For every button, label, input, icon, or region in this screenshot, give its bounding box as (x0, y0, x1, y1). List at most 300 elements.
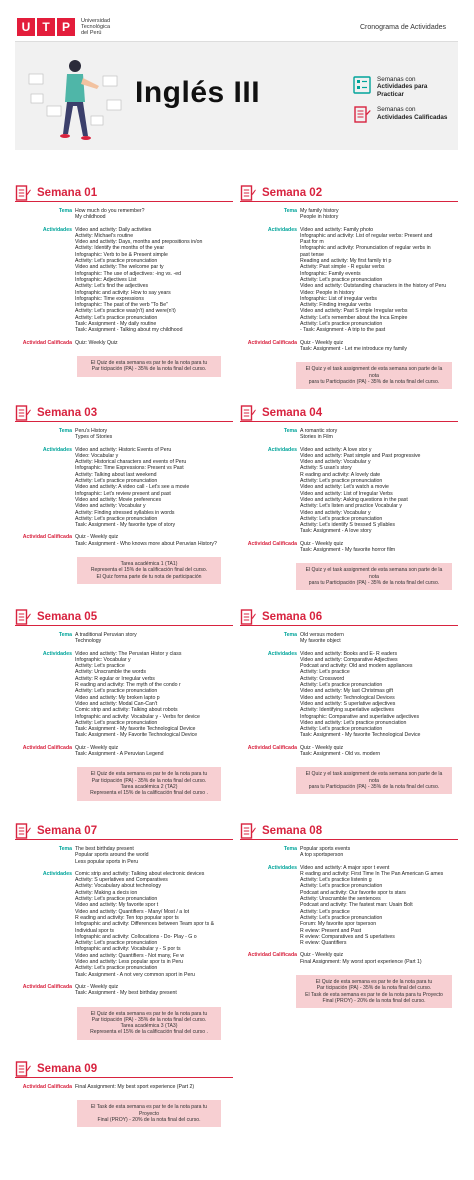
text-line: Final Assignment: My best sport experience (Part 2) (75, 1084, 195, 1090)
calificada-row-value (75, 984, 177, 997)
calificada-row-value (300, 541, 395, 554)
graded-doc-icon (15, 185, 31, 201)
graded-doc-icon (240, 405, 256, 421)
text-line: Task: Assignment - My favorite Technological Device (300, 732, 421, 739)
text-line: Infographic: Time expressions (75, 295, 144, 302)
text-line: People in history (300, 214, 339, 221)
text-line: Comic strip and activity: Talking about robots (75, 707, 178, 714)
week-header (240, 184, 458, 202)
graded-doc-icon (15, 1061, 31, 1077)
calificada-row (240, 340, 458, 353)
tema-row-label: Tema (58, 632, 72, 638)
logo-letter: U (17, 18, 35, 36)
calificada-row (15, 984, 233, 997)
text-line: Activity: Let's listen and practice Vocabular y (300, 503, 402, 510)
tema-row-value (300, 208, 339, 221)
note-line: para tu Participación (PA) - 35% de la nota final del curso. (308, 378, 440, 385)
document-title: Cronograma de Actividades (360, 24, 446, 31)
text-line: Podcast and activity: Our favorite spor ts stars (300, 889, 406, 896)
calificada-row (15, 745, 233, 758)
note-line: El Quiz forma parte de tu nota de participación (96, 573, 202, 580)
tema-row (240, 428, 458, 441)
calificada-row-label: Actividad Calificada (22, 1084, 72, 1090)
text-line: Types of Stories (75, 434, 113, 441)
week-title: Semana 08 (262, 824, 323, 837)
week-title: Semana 05 (37, 610, 98, 623)
graded-doc-icon (240, 823, 256, 839)
text-line: Video and activity: Past simple and Past progressive (300, 452, 421, 459)
checklist-icon (353, 76, 371, 94)
calificada-row (240, 952, 458, 965)
text-line: Video and activity: The welcome par ty (75, 264, 164, 271)
actividades-row (240, 865, 458, 947)
graded-doc-icon (15, 609, 31, 625)
text-line: Video and activity: Modal Can-Can't (75, 700, 158, 707)
text-line: Activity: Let's practice pronunciation (300, 682, 383, 689)
text-line: Video and activity: Movie preferences (75, 496, 162, 503)
text-line: Video and activity: Quantifiers - Many/ Most / a lot (75, 908, 190, 915)
logo-letter: P (57, 18, 75, 36)
text-line: Video and activity: A major spor t event (300, 864, 390, 871)
text-line: Quiz - Weekly quiz (75, 534, 119, 541)
text-line: Infographic: Time Expressions: Present vs Past (75, 465, 184, 472)
tema-row-label: Tema (283, 428, 297, 434)
text-line: Task: Assignment - A love story (300, 528, 372, 535)
grading-note (296, 975, 452, 1008)
week-title: Semana 06 (262, 610, 323, 623)
text-line: Video and activity: A video call - Let's see a movie (75, 484, 190, 491)
week-header (15, 608, 233, 626)
text-line: Infographic and activity: List of regular verbs: Present and (300, 232, 433, 239)
text-line: Task: Assignment - My Favorite Technological Device (75, 732, 198, 739)
text-line: Activity: Crossword (300, 675, 345, 682)
text-line: Task: Assignment - My favorite horror film (300, 547, 396, 554)
note-line: El Quiz de esta semana es par te de la nota para tu (90, 359, 208, 366)
text-line: Final Assignment: My worst sport experience (Part 1) (300, 958, 422, 965)
text-line: Quiz - Weekly quiz (300, 744, 344, 751)
text-line: Activity: Identifying superlative adjectives (300, 707, 394, 714)
text-line: Activity: Let's practice pronunciation (300, 883, 383, 890)
text-line: Podcast and activity: Old and modern appliances (300, 663, 413, 670)
text-line: Video and activity: Let's practice pronunciation (300, 719, 407, 726)
week-header (240, 608, 458, 626)
text-line: Comic strip and activity: Talking about electronic devices (75, 870, 205, 877)
actividades-row-label: Actividades (42, 870, 72, 877)
text-line: Task: Assignment - Old vs. modern (300, 751, 381, 758)
text-line: Video and activity: My favorite spor t (75, 902, 159, 909)
text-line: Infographic and activity: Vocabular y - S por ts (75, 946, 181, 953)
text-line: Video and activity: Let's watch a movie (300, 484, 389, 491)
actividades-row-label: Actividades (267, 650, 297, 657)
text-line: past tense (300, 251, 324, 258)
graded-doc-icon (15, 405, 31, 421)
text-line: Video and activity: Past S imple Irregular verbs (300, 308, 408, 315)
text-line: Task: Assignment - Talking about my childhood (75, 327, 183, 334)
note-line: Representa el 15% de la calificación final del curso . (90, 1029, 208, 1036)
text-line: Activity: Let's practice (75, 663, 125, 670)
note-line: El Quiz de esta semana es par te de la nota para tu (90, 771, 208, 778)
text-line: Video and activity: Technological Devices (300, 694, 395, 701)
text-line: Video and activity: My broken lapto p (75, 694, 160, 701)
week-title: Semana 01 (37, 186, 98, 199)
utp-logo (17, 18, 121, 36)
actividades-row (240, 447, 458, 535)
tema-row-label: Tema (58, 846, 72, 852)
graded-doc-icon (353, 106, 371, 124)
text-line: Activity: Let's practice listenin g (300, 877, 372, 884)
actividades-row-label: Actividades (42, 446, 72, 453)
tema-row (240, 208, 458, 221)
calificada-row-label: Actividad Calificada (22, 339, 72, 346)
week-title: Semana 04 (262, 406, 323, 419)
text-line: Infographic: Verb to be & Present simple (75, 251, 168, 258)
note-line: El Task de esta semana es par te de la nota para tu Proyecto (90, 1104, 208, 1117)
week-section-08 (240, 822, 458, 1008)
text-line: Video and activity: Family photo (300, 226, 374, 233)
text-line: Activity: Michael's routine (75, 232, 134, 239)
actividades-row (15, 447, 233, 529)
actividades-row-label: Actividades (42, 226, 72, 233)
tema-row-label: Tema (283, 208, 297, 214)
week-title: Semana 09 (37, 1062, 98, 1075)
actividades-row-value (75, 651, 200, 739)
text-line: Video and activity: Less popular spor ts in Peru (75, 959, 184, 966)
week-section-07 (15, 822, 233, 1040)
week-title: Semana 03 (37, 406, 98, 419)
calificada-row-label: Actividad Calificada (22, 983, 72, 990)
calificada-row-label: Actividad Calificada (247, 339, 297, 346)
text-line: Activity: Let's practice pronunciation (75, 940, 158, 947)
text-line: Quiz: Weekly Quiz (75, 339, 118, 346)
text-line: Activity: Let's practice was(n't) and were(n't) (75, 308, 176, 315)
text-line: Activity: Talking about last weekend (75, 471, 157, 478)
text-line: Video and activity: Daily activities (75, 226, 152, 233)
text-line: Video and activity: A love stor y (300, 446, 372, 453)
text-line: Video: Vocabular y (75, 452, 119, 459)
text-line: My family history (300, 208, 339, 214)
text-line: Quiz - Weekly quiz (300, 339, 344, 346)
text-line: Popular sports events (300, 846, 351, 852)
text-line: Video and activity: Vocabular y (75, 503, 146, 510)
text-line: Activity: R egular or Irregular verbs (75, 675, 155, 682)
actividades-row-label: Actividades (267, 226, 297, 233)
actividades-row (240, 227, 458, 334)
week-header (15, 822, 233, 840)
text-line: R eading and activity: Ten top popular spor ts (75, 914, 179, 921)
actividades-row-label: Actividades (42, 650, 72, 657)
text-line: - Task: Assignment - A trip to the past (300, 327, 386, 334)
note-line: El Quiz y el task assignment de esta semana son parte de la nota (305, 567, 443, 580)
tema-row (15, 846, 233, 865)
legend-item-practice: Semanas con Actividades para Practicar (353, 76, 453, 98)
text-line: Activity: Let's find the adjectives (75, 283, 149, 290)
text-line: Video and activity: Outstanding characters in the history of Peru (300, 283, 447, 290)
grading-note (296, 767, 452, 794)
text-line: Activity: Let's practice pronunciation (300, 726, 383, 733)
actividades-row-value (75, 227, 202, 334)
text-line: A top sportsperson (300, 852, 344, 859)
text-line: R eview: Present and Past (300, 927, 362, 934)
text-line: Video and activity: My last Christmas gift (300, 688, 394, 695)
text-line: Infographic and activity: Differences between Team spor ts & (75, 921, 215, 928)
text-line: Video: People in history (300, 289, 355, 296)
tema-row-value (300, 632, 344, 645)
text-line: Infographic: Family events (300, 270, 361, 277)
text-line: Quiz - Weekly quiz (300, 540, 344, 547)
text-line: Infographic: Let's review present and past (75, 490, 171, 497)
text-line: Activity: Let's practice pronunciation (75, 515, 158, 522)
text-line: Activity: Let's practice pronunciation (300, 515, 383, 522)
tema-row-value (75, 428, 112, 441)
tema-row (15, 632, 233, 645)
text-line: Quiz - Weekly quiz (75, 744, 119, 751)
tema-row-value (300, 428, 337, 441)
logo-letter: T (37, 18, 55, 36)
actividades-row (15, 651, 233, 739)
text-line: Activity: Making a decis ion (75, 889, 138, 896)
graded-doc-icon (240, 609, 256, 625)
calificada-row-value (300, 952, 422, 965)
text-line: Task: Assignment - My daily routine (75, 321, 157, 328)
calificada-row-label: Actividad Calificada (22, 534, 72, 541)
text-line: How much do you remember? (75, 208, 145, 214)
text-line: Activity: S uperlatives and Comparatives (75, 877, 168, 884)
text-line: R eview: Comparatives and S uperlatives (300, 933, 395, 940)
week-section-05 (15, 608, 233, 801)
week-header (240, 822, 458, 840)
text-line: Activity: Historical characters and events of Peru (75, 459, 187, 466)
text-line: Activity: S usan's story (300, 465, 352, 472)
text-line: Activity: Let's practice pronunciation (300, 276, 383, 283)
text-line: Activity: Unscramble the words (75, 669, 146, 676)
note-line: para tu Participación (PA) - 35% de la nota final del curso. (308, 579, 440, 586)
calificada-row-label: Actividad Calificada (247, 540, 297, 547)
tema-row (15, 208, 233, 221)
text-line: Activity: Let's identify S tressed S yllables (300, 522, 395, 529)
text-line: Activity: Finding irregular verbs (300, 302, 371, 309)
note-line: El Task de esta semana es par te de la nota para tu Proyecto (305, 991, 443, 998)
note-line: Final (PROY) - 20% de la nota final del curso. (97, 1116, 201, 1123)
text-line: Task: Assignment - A Peruvian Legend (75, 751, 164, 758)
note-line: Tarea académica 1 (TA1) (120, 561, 178, 568)
note-line: para tu Participación (PA) - 35% de la nota final del curso. (308, 783, 440, 790)
tema-row-value (75, 846, 149, 865)
text-line: Reading and activity: My first family tri p (300, 258, 392, 265)
grading-note (77, 1007, 221, 1040)
text-line: Activity: Vocabulary about technology (75, 883, 161, 890)
tema-row-label: Tema (58, 428, 72, 434)
text-line: Activity: Let's remember about the Inca Empire (300, 314, 408, 321)
text-line: Quiz - Weekly quiz (75, 983, 119, 990)
calificada-row-label: Actividad Calificada (247, 744, 297, 751)
course-title: Inglés III (135, 76, 261, 109)
text-line: Activity: Let's practice pronunciation (75, 896, 158, 903)
text-line: Activity: Let's practice (300, 669, 350, 676)
text-line: Peru's History (75, 428, 108, 434)
text-line: Video and activity: Books and E- R eaders (300, 650, 398, 657)
tema-row (15, 428, 233, 441)
note-line: Representa el 15% de la calificación final del curso . (90, 790, 208, 797)
week-header (15, 404, 233, 422)
grading-note (77, 1100, 221, 1127)
actividades-row (15, 871, 233, 978)
tema-row-value (75, 208, 144, 221)
tema-row-value (300, 846, 350, 859)
grading-note (296, 362, 452, 389)
note-line: El Quiz de esta semana es par te de la nota para tu (90, 1010, 208, 1017)
text-line: Video and activity: S uperlative adjectives (300, 700, 396, 707)
text-line: Video and activity: Asking questions in the past (300, 496, 408, 503)
actividades-row-value (300, 865, 443, 947)
text-line: Activity: Identify the months of the year (75, 245, 165, 252)
text-line: A traditional Peruvian story (75, 632, 137, 638)
text-line: Technology (75, 638, 102, 645)
tema-row-label: Tema (283, 846, 297, 852)
text-line: Activity: Let's practice pronunciation (75, 478, 158, 485)
text-line: Activity: Let's practice (300, 908, 350, 915)
actividades-row-label: Actividades (267, 864, 297, 871)
text-line: Task: Assignment - Let me introduce my family (300, 345, 407, 352)
tema-row-label: Tema (58, 208, 72, 214)
text-line: Task: Assignment - A not very common sport in Peru (75, 971, 195, 978)
text-line: Video and activity: Historic Events of Peru (75, 446, 172, 453)
text-line: Video and activity: Vocabular y (300, 509, 371, 516)
note-line: Par ticipación (PA) - 35% de la nota final del curso. (316, 985, 432, 992)
text-line: Stories in Film (300, 434, 333, 441)
text-line: Infographic and activity: How to say years (75, 289, 171, 296)
text-line: Activity: Let's practice pronunciation (75, 965, 158, 972)
text-line: A romantic story (300, 428, 338, 434)
week-section-09 (15, 1060, 233, 1127)
text-line: My childhood (75, 214, 106, 221)
text-line: R eview: Quantifiers (300, 940, 347, 947)
grading-note (296, 563, 452, 590)
actividades-row-value (300, 447, 420, 535)
text-line: Video and activity: Days, months and prepositions in/on (75, 239, 203, 246)
note-line: Par ticipación (PA) - 35% de la nota final del curso. (91, 777, 207, 784)
calificada-row-value (300, 340, 407, 353)
calificada-row-value (75, 1084, 194, 1090)
text-line: Video and activity: Vocabular y (300, 459, 371, 466)
week-header (15, 184, 233, 202)
calificada-row-value (300, 745, 380, 758)
text-line: Activity: Let's practice pronunciation (75, 688, 158, 695)
calificada-row (240, 745, 458, 758)
text-line: Old versus modern (300, 632, 344, 638)
tema-row (240, 632, 458, 645)
note-line: Final (PROY) - 20% de la nota final del curso. (322, 997, 426, 1004)
note-line: El Quiz y el task assignment de esta semana son parte de la nota (305, 771, 443, 784)
text-line: Popular sports around the world (75, 852, 149, 859)
actividades-row-label: Actividades (267, 446, 297, 453)
note-line: Tarea académica 3 (TA3) (120, 1023, 178, 1030)
text-line: Video and activity: Comparative Adjectives (300, 656, 398, 663)
week-title: Semana 07 (37, 824, 98, 837)
calificada-row-label: Actividad Calificada (22, 744, 72, 751)
week-section-01 (15, 184, 233, 377)
week-section-03 (15, 404, 233, 584)
text-line: Infographic: The use of adjectives: -ing vs. -ed (75, 270, 182, 277)
calificada-row-value (75, 534, 217, 547)
text-line: Infographic and activity: Vocabular y - Verbs for device (75, 713, 200, 720)
calificada-row (15, 534, 233, 547)
text-line: Video and activity: The Peruvian Histor y class (75, 650, 182, 657)
university-name: Universidad Tecnológica del Perú (81, 18, 111, 36)
week-section-02 (240, 184, 458, 389)
text-line: Activity: Let's practice pronunciation (300, 321, 383, 328)
text-line: Infographic: Comparative and superlative adjectives (300, 713, 420, 720)
note-line: Representa el 15% de la calificación final del curso. (90, 567, 208, 574)
text-line: Less popular sports in Peru (75, 858, 139, 865)
text-line: Task: Assignment - My favorite Technological Device (75, 726, 196, 733)
week-header (240, 404, 458, 422)
text-line: Activity: Past simple - R egular verbs (300, 264, 385, 271)
text-line: My favorite object (300, 638, 341, 645)
text-line: Video and activity: List of Irregular Verbs (300, 490, 393, 497)
text-line: Task: Assignment - My favorite type of story (75, 522, 176, 529)
note-line: Par ticipación (PA) - 35% de la nota final del curso. (91, 366, 207, 373)
calificada-row-value (75, 340, 118, 346)
tema-row (240, 846, 458, 859)
student-illustration-icon (21, 54, 131, 146)
week-header (15, 1060, 233, 1078)
text-line: Forum: My favorite spor tsperson (300, 921, 377, 928)
actividades-row (240, 651, 458, 739)
text-line: Podcast and activity: The fastest man: Usain Bolt (300, 902, 413, 909)
actividades-row (15, 227, 233, 334)
text-line: Task: Assignment - My best birthday present (75, 990, 177, 997)
grading-note (77, 557, 221, 584)
text-line: Activity: Finding stressed syllables in words (75, 509, 175, 516)
grading-note (77, 356, 221, 377)
text-line: Activity: Let's practice pronunciation (75, 314, 158, 321)
note-line: Tarea académica 2 (TA2) (120, 783, 178, 790)
calificada-row (240, 541, 458, 554)
header-banner (15, 14, 458, 150)
calificada-row-label: Actividad Calificada (247, 952, 297, 959)
text-line: Infographic and activity: Collocations - Do- Play - G o (75, 933, 197, 940)
week-title: Semana 02 (262, 186, 323, 199)
graded-doc-icon (15, 823, 31, 839)
note-line: Par ticipación (PA) - 35% de la nota final del curso. (91, 1016, 207, 1023)
text-line: Activity: Let's practice pronunciation (75, 719, 158, 726)
actividades-row-value (75, 447, 189, 529)
text-line: Infographic: List of irregular verbs (300, 295, 377, 302)
text-line: Past for m (300, 239, 324, 246)
text-line: R eading and activity: The myth of the condo r (75, 682, 181, 689)
text-line: Infographic and activity: Pronunciation of regular verbs in (300, 245, 431, 252)
actividades-row-value (300, 651, 420, 739)
text-line: R eading and activity: First Time In The Pan American G ames (300, 870, 444, 877)
graded-doc-icon (240, 185, 256, 201)
legend-item-graded: Semanas con Actividades Calificadas (353, 106, 453, 124)
text-line: Activity: Unscramble the sentences (300, 896, 381, 903)
text-line: Quiz - Weekly quiz (300, 952, 344, 959)
text-line: Infographic: Adjectives List (75, 276, 137, 283)
text-line: The best birthday present (75, 846, 134, 852)
grading-note (77, 767, 221, 800)
week-section-04 (240, 404, 458, 590)
text-line: Infographic: The past of the verb "To Be" (75, 302, 168, 309)
calificada-row (15, 340, 233, 346)
text-line: R eading and activity: A lovely date (300, 471, 381, 478)
calificada-row (15, 1084, 233, 1090)
text-line: Activity: Let's practice pronunciation (300, 914, 383, 921)
tema-row-label: Tema (283, 632, 297, 638)
text-line: Task: Assignment - Who knows more about Peruvian History? (75, 540, 217, 547)
note-line: El Quiz y el task assignment de esta semana son parte de la nota (305, 366, 443, 379)
text-line: Activity: Let's practice pronunciation (300, 478, 383, 485)
